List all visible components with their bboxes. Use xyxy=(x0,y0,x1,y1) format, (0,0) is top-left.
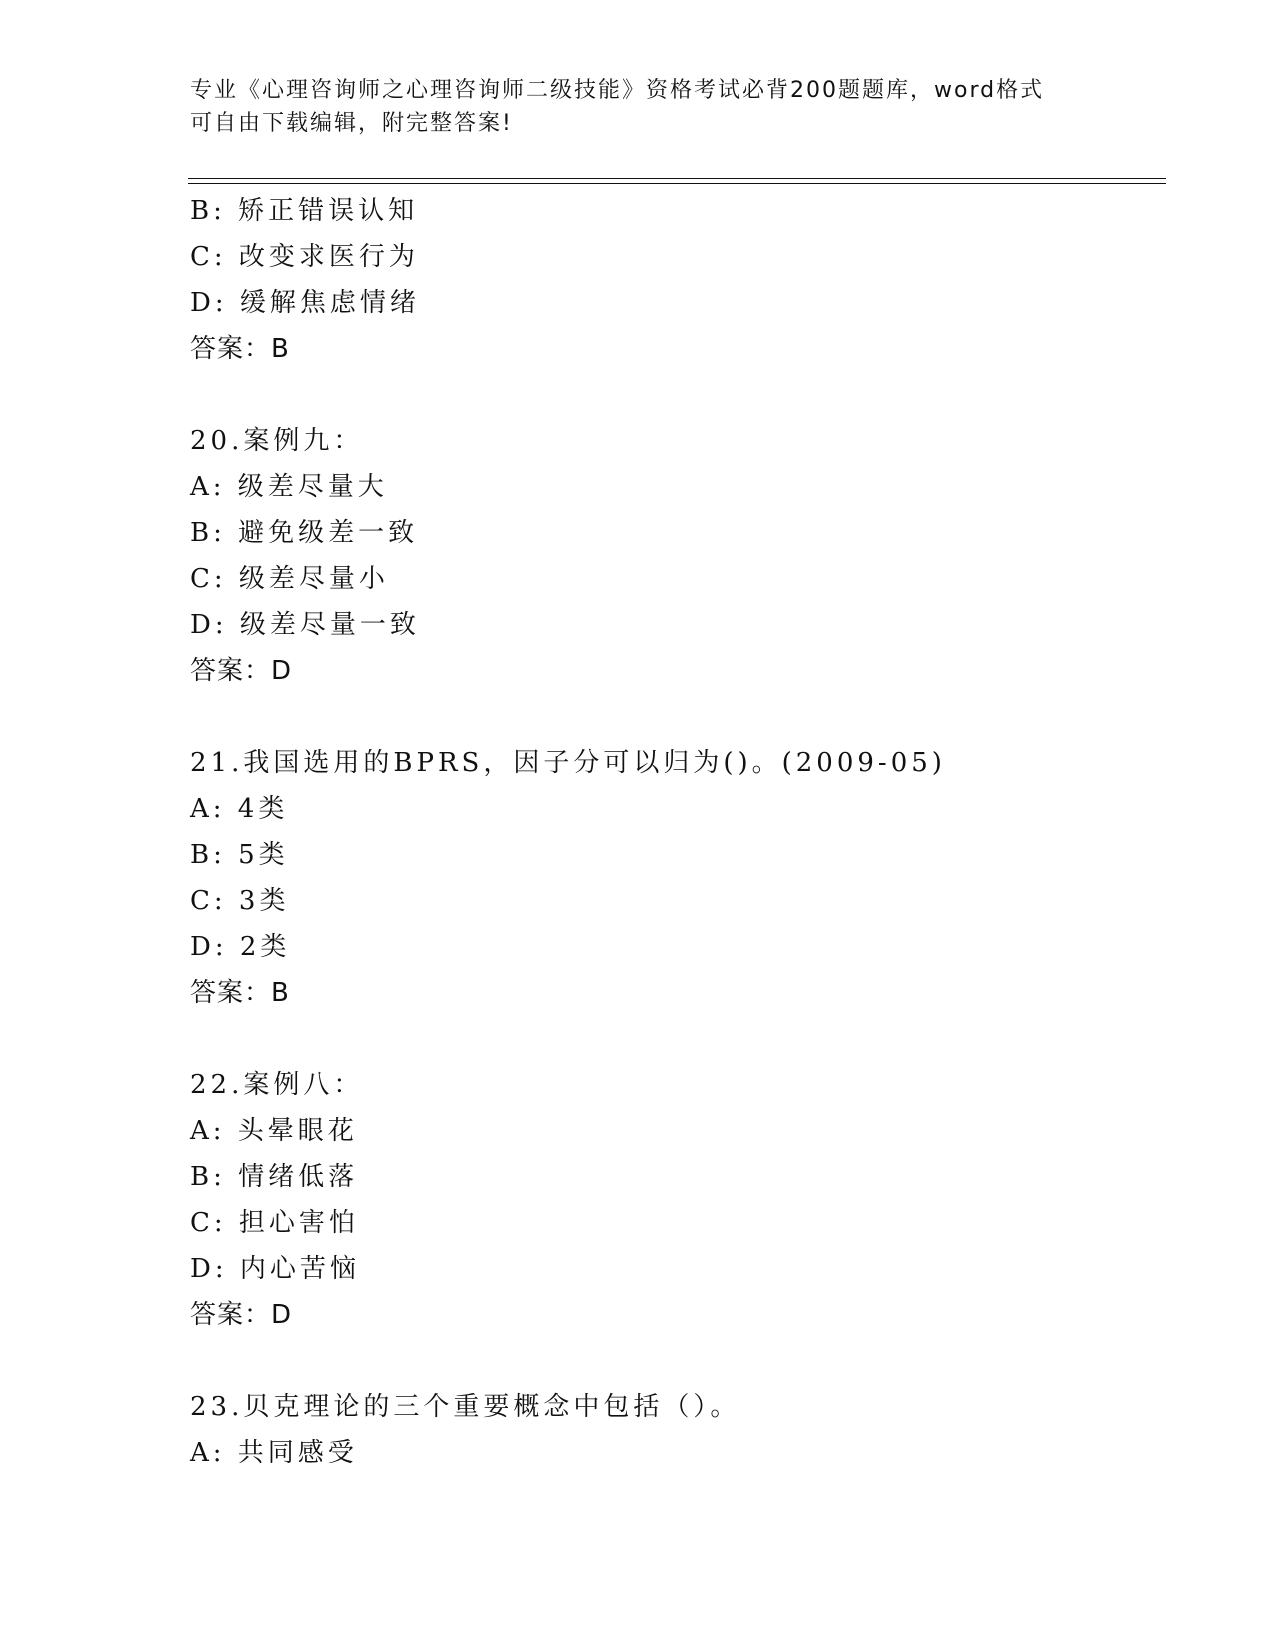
answer-line: 答案：B xyxy=(190,334,290,364)
option-d: D: 级差尽量一致 xyxy=(190,610,420,640)
answer-line: 答案：D xyxy=(190,1300,293,1330)
question-title: 20.案例九： xyxy=(190,426,364,456)
answer-line: 答案：B xyxy=(190,978,290,1008)
header-divider-top xyxy=(188,178,1166,179)
question-block xyxy=(190,740,1190,1016)
option-a: A: 4类 xyxy=(190,794,289,824)
option-c: C: 3类 xyxy=(190,886,290,916)
block-spacer xyxy=(190,372,1190,418)
question-title: 21.我国选用的BPRS，因子分可以归为()。(2009-05) xyxy=(190,748,946,778)
option-b: B: 矫正错误认知 xyxy=(190,196,419,226)
block-spacer xyxy=(190,694,1190,740)
document-header xyxy=(190,74,1090,140)
option-a: A: 级差尽量大 xyxy=(190,472,388,502)
option-a: A: 头晕眼花 xyxy=(190,1116,358,1146)
header-line-2: 可自由下载编辑，附完整答案! xyxy=(190,111,513,136)
option-d: D: 内心苦恼 xyxy=(190,1254,360,1284)
block-spacer xyxy=(190,1338,1190,1384)
block-spacer xyxy=(190,1016,1190,1062)
question-list xyxy=(190,188,1190,1476)
option-c: C: 级差尽量小 xyxy=(190,564,389,594)
option-c: C: 改变求医行为 xyxy=(190,242,419,272)
question-title: 22.案例八： xyxy=(190,1070,364,1100)
question-block xyxy=(190,418,1190,694)
question-block xyxy=(190,1062,1190,1338)
header-line-1: 专业《心理咨询师之心理咨询师二级技能》资格考试必背200题题库，word格式 xyxy=(190,78,1045,103)
option-a: A: 共同感受 xyxy=(190,1438,358,1468)
option-b: B: 情绪低落 xyxy=(190,1162,359,1192)
question-block xyxy=(190,1384,1190,1476)
option-d: D: 缓解焦虑情绪 xyxy=(190,288,420,318)
option-d: D: 2类 xyxy=(190,932,291,962)
option-b: B: 5类 xyxy=(190,840,289,870)
header-divider-bottom xyxy=(188,183,1166,184)
answer-line: 答案：D xyxy=(190,656,293,686)
question-block xyxy=(190,188,1190,372)
option-c: C: 担心害怕 xyxy=(190,1208,359,1238)
question-title: 23.贝克理论的三个重要概念中包括（）。 xyxy=(190,1392,741,1422)
option-b: B: 避免级差一致 xyxy=(190,518,419,548)
